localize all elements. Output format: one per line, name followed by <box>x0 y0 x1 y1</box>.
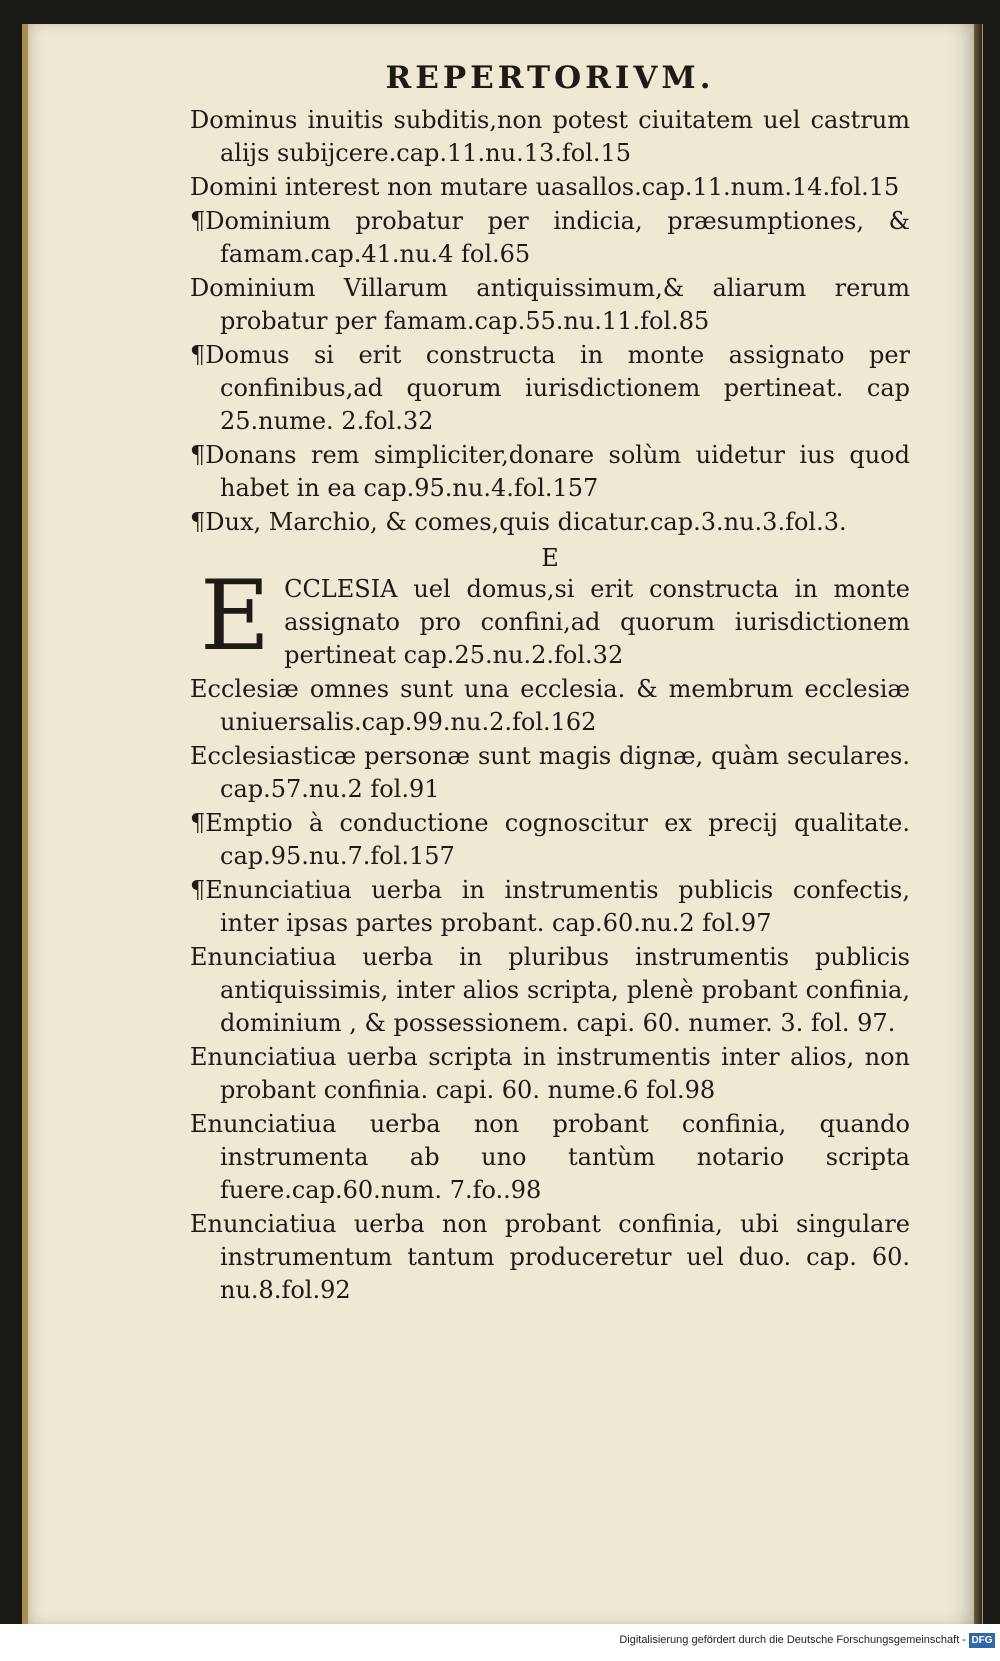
index-entry: Dominus inuitis subditis,non potest ciuitatem uel castrum alijs subijcere.cap.11.nu.13.fol.15 <box>190 106 910 167</box>
funding-notice: Digitalisierung gefördert durch die Deutsche Forschungsgemeinschaft - <box>619 1634 966 1646</box>
drop-cap: E <box>200 560 271 672</box>
index-entry: ¶Emptio à conductione cognoscitur ex precij qualitate. cap.95.nu.7.fol.157 <box>190 809 910 870</box>
running-header: REPERTORIVM. <box>385 60 715 96</box>
section-letter: E <box>541 544 559 572</box>
index-entry: Ecclesiasticæ personæ sunt magis dignæ, quàm seculares. cap.57.nu.2 fol.91 <box>190 742 910 803</box>
entries-e <box>190 673 910 1307</box>
index-entry: Enunciatiua uerba non probant confinia, ubi singulare instrumentum tantum produceretur uel duo. cap. 60. nu.8.fol.92 <box>190 1210 910 1304</box>
index-entry: Enunciatiua uerba in pluribus instrumentis publicis antiquissimis, inter alios scripta, plenè probant confinia, dominium , & possessionem. capi. 60. numer. 3. fol. 97. <box>190 943 910 1037</box>
entries-d <box>190 104 910 539</box>
index-entry: ¶Domus si erit constructa in monte assignato per confinibus,ad quorum iurisdictionem pertineat. cap 25.nume. 2.fol.32 <box>190 341 910 435</box>
index-entry: ¶Dominium probatur per indicia, præsumptiones, & famam.cap.41.nu.4 fol.65 <box>190 207 910 268</box>
index-entry: ¶Dux, Marchio, & comes,quis dicatur.cap.3.nu.3.fol.3. <box>190 508 847 536</box>
initial-entry-text: CCLESIA uel domus,si erit constructa in monte assignato pro confini,ad quorum iurisdictionem pertineat cap.25.nu.2.fol.32 <box>284 575 910 669</box>
index-entry: Enunciatiua uerba scripta in instrumentis inter alios, non probant confinia. capi. 60. nume.6 fol.98 <box>190 1043 910 1104</box>
index-entry: Domini interest non mutare uasallos.cap.11.num.14.fol.15 <box>190 173 900 201</box>
index-entry: ¶Enunciatiua uerba in instrumentis publicis confectis, inter ipsas partes probant. cap.60.nu.2 fol.97 <box>190 876 910 937</box>
initial-entry <box>190 560 910 672</box>
dfg-logo: DFG <box>969 1633 995 1648</box>
index-entry: Dominium Villarum antiquissimum,& aliarum rerum probatur per famam.cap.55.nu.11.fol.85 <box>190 274 910 335</box>
footer-bar <box>0 1624 1000 1661</box>
index-entry: Ecclesiæ omnes sunt una ecclesia. & membrum ecclesiæ uniuersalis.cap.99.nu.2.fol.162 <box>190 675 910 736</box>
page-edge <box>974 24 982 1624</box>
index-entry: ¶Donans rem simpliciter,donare solùm uidetur ius quod habet in ea cap.95.nu.4.fol.157 <box>190 441 910 502</box>
index-entry: Enunciatiua uerba non probant confinia, quando instrumenta ab uno tantùm notario scripta fuere.cap.60.num. 7.fo..98 <box>190 1110 910 1204</box>
page-content <box>190 60 910 1308</box>
